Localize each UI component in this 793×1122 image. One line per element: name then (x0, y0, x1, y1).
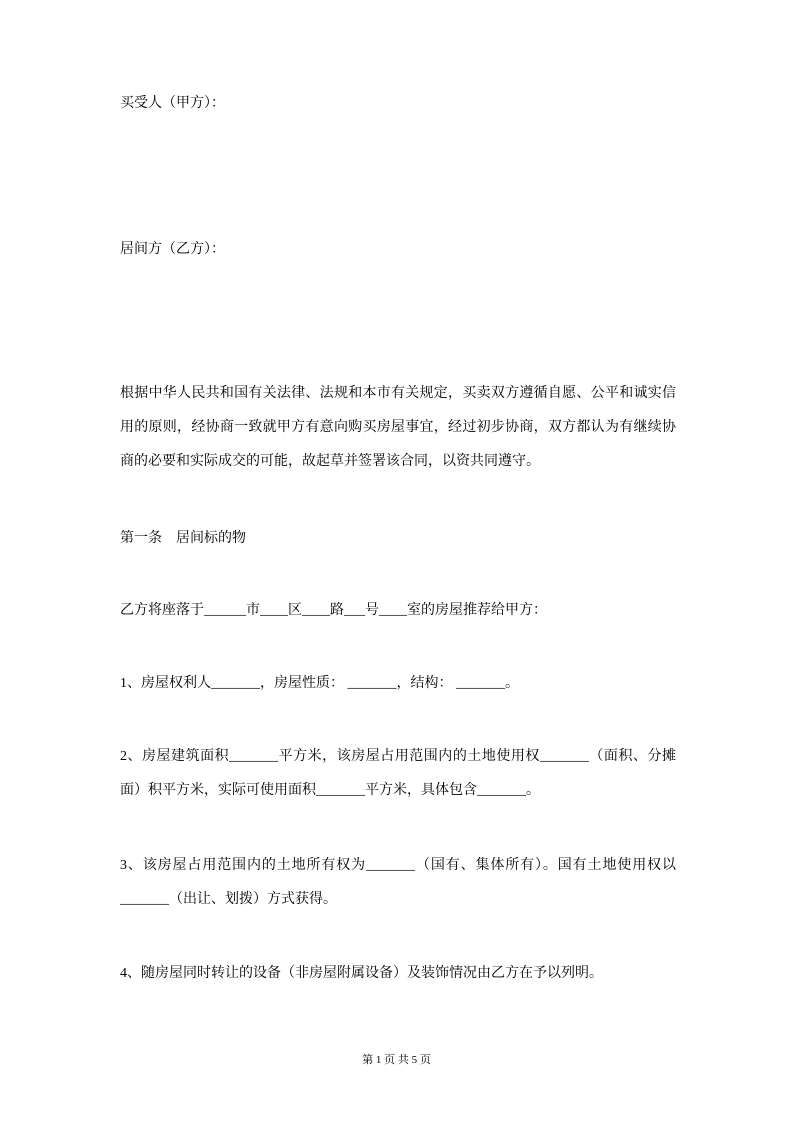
party-buyer-label: 买受人（甲方）： (120, 96, 225, 111)
clause-item-2: 2、房屋建筑面积_______平方米，该房屋占用范围内的土地使用权_______（面积、分摊面）积平方米，实际可使用面积_______平方米，具体包含_______。 (120, 749, 676, 798)
party-agent-label: 居间方（乙方）： (120, 242, 225, 257)
clause-item-1: 1、房屋权利人_______，房屋性质： _______，结构： _______。 (120, 676, 519, 691)
page-footer: 第 1 页 共 5 页 (362, 1054, 431, 1066)
section-1-intro: 乙方将座落于______市____区____路___号____室的房屋推荐给甲方： (120, 603, 547, 618)
section-1-heading: 第一条 居间标的物 (120, 531, 246, 546)
preamble-paragraph: 根据中华人民共和国有关法律、法规和本市有关规定，买卖双方遵循自愿、公平和诚实信用的原则，经协商一致就甲方有意向购买房屋事宜，经过初步协商，双方都认为有继续协商的必要和实际成交的可能，故起草并签署该合同，以资共同遵守。 (120, 386, 676, 469)
clause-item-3: 3、该房屋占用范围内的土地所有权为_______（国有、集体所有）。国有土地使用权以_______（出让、划拨）方式获得。 (120, 858, 676, 907)
clause-item-4: 4、随房屋同时转让的设备（非房屋附属设备）及装饰情况由乙方在予以列明。 (120, 966, 603, 981)
